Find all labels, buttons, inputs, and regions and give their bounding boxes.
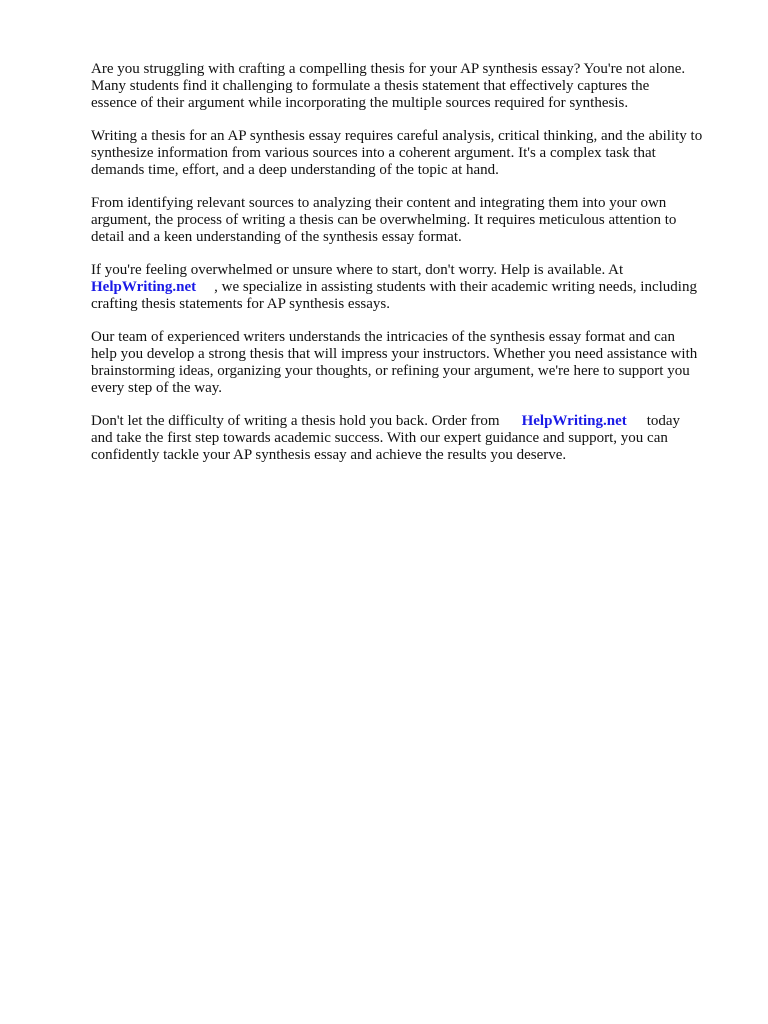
paragraph-team xyxy=(91,329,731,397)
text-line-with-link xyxy=(91,279,731,296)
text-line: every step of the way. xyxy=(91,380,223,396)
document-page xyxy=(91,61,731,480)
text-line: Are you struggling with crafting a compelling thesis for your AP synthesis essay? You're not alone. xyxy=(91,61,686,77)
text-line: argument, the process of writing a thesis can be overwhelming. It requires meticulous attention to xyxy=(91,212,677,228)
paragraph-process xyxy=(91,195,731,246)
text-line: brainstorming ideas, organizing your thoughts, or refining your argument, we're here to support you xyxy=(91,363,690,379)
text-line: detail and a keen understanding of the synthesis essay format. xyxy=(91,229,462,245)
paragraph-help-available xyxy=(91,262,731,313)
text-fragment: , we specialize in assisting students with their academic writing needs, including xyxy=(214,279,697,295)
text-line: Many students find it challenging to formulate a thesis statement that effectively captures the xyxy=(91,78,650,94)
helpwriting-link[interactable]: HelpWriting.net xyxy=(91,279,197,295)
text-line: and take the first step towards academic success. With our expert guidance and support, you can xyxy=(91,430,668,446)
text-line: essence of their argument while incorporating the multiple sources required for synthesis. xyxy=(91,95,629,111)
text-line: demands time, effort, and a deep understanding of the topic at hand. xyxy=(91,162,499,178)
text-fragment: Don't let the difficulty of writing a thesis hold you back. Order from xyxy=(91,413,500,429)
helpwriting-link[interactable]: HelpWriting.net xyxy=(521,413,627,429)
text-line: Our team of experienced writers understands the intricacies of the synthesis essay format and can xyxy=(91,329,675,345)
text-line: If you're feeling overwhelmed or unsure where to start, don't worry. Help is available. At xyxy=(91,262,624,278)
paragraph-call-to-action xyxy=(91,413,731,464)
text-line-with-link xyxy=(91,413,731,430)
text-line: synthesize information from various sources into a coherent argument. It's a complex task that xyxy=(91,145,656,161)
text-line: Writing a thesis for an AP synthesis essay requires careful analysis, critical thinking, and the ability to xyxy=(91,128,703,144)
paragraph-intro xyxy=(91,61,731,112)
paragraph-requirements xyxy=(91,128,731,179)
text-fragment: today xyxy=(646,413,681,429)
text-line: crafting thesis statements for AP synthesis essays. xyxy=(91,296,390,312)
text-line: help you develop a strong thesis that will impress your instructors. Whether you need assistance with xyxy=(91,346,698,362)
text-line: From identifying relevant sources to analyzing their content and integrating them into your own xyxy=(91,195,667,211)
text-line: confidently tackle your AP synthesis essay and achieve the results you deserve. xyxy=(91,447,567,463)
